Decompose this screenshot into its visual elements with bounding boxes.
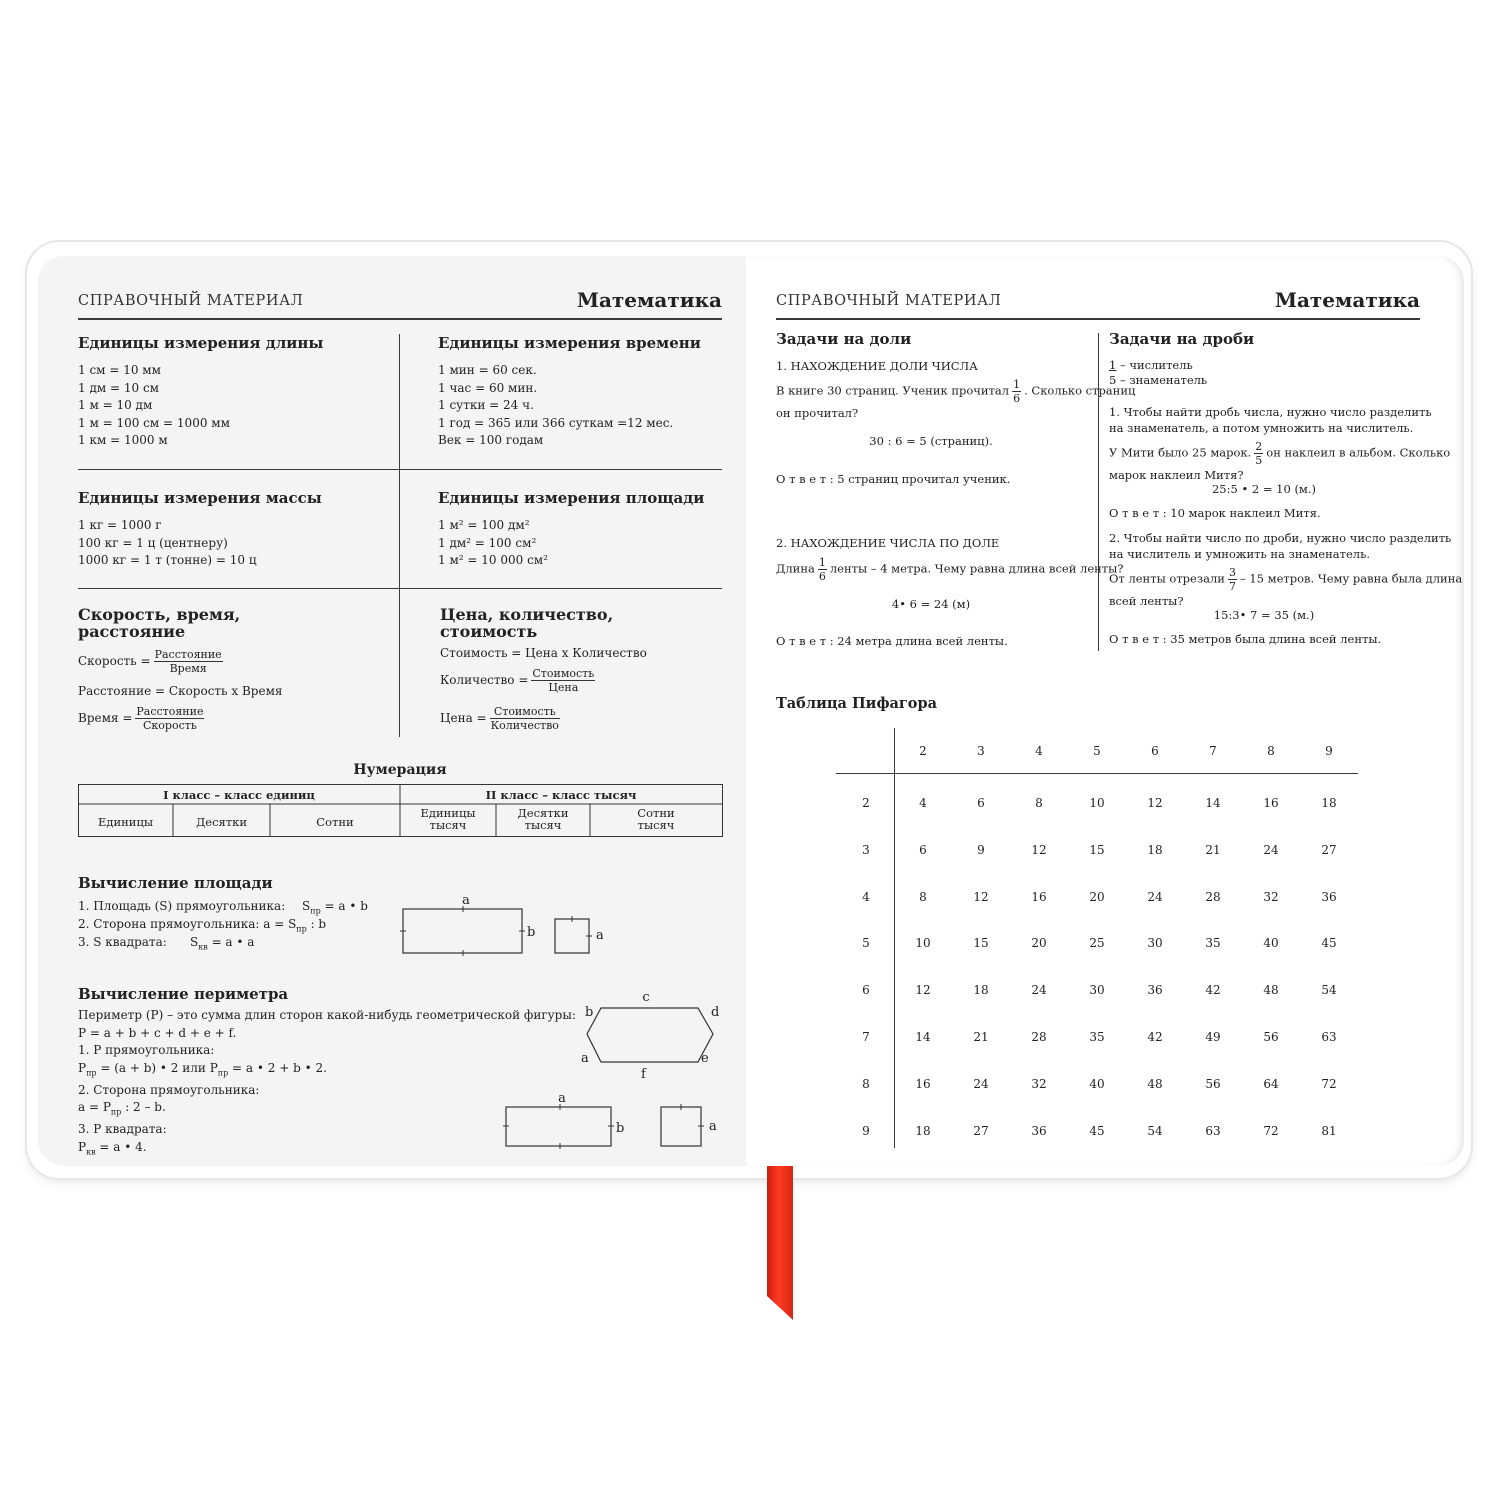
fractions-problem-2: От ленты отрезали $\frac{3}{7}$ – 15 метров. Чему равна была длина всей ленты? <box>1109 566 1463 608</box>
shares-problem-2: Длина $\frac{1}{6}$ ленты – 4 метра. Чему равна длина всей ленты? <box>776 556 1124 583</box>
pythagoras-cell: 64 <box>1263 1076 1279 1091</box>
pythagoras-cell: 24 <box>1031 983 1047 998</box>
pythagoras-cell: 12 <box>1147 796 1163 810</box>
numeration-tens: Десятки <box>195 815 248 829</box>
shares-answer-1: О т в е т : 5 страниц прочитал ученик. <box>776 472 1011 486</box>
pythagoras-cell: 28 <box>1205 889 1221 904</box>
fractions-calc-1: 25:5 • 2 = 10 (м.) <box>1211 482 1317 496</box>
price-formula-3: Цена = $\frac{\text{Стоимость}}{\text{Количество}}$ <box>440 705 559 732</box>
pythagoras-col-header: 9 <box>1325 744 1333 758</box>
right-page <box>746 256 1464 1166</box>
area-label-b: b <box>527 925 536 940</box>
fractions-calc-2: 15:3• 7 = 35 (м.) <box>1213 608 1315 622</box>
area-label-square-a: a <box>596 928 604 943</box>
pythagoras-col-header: 4 <box>1035 744 1043 758</box>
pythagoras-col-header: 2 <box>919 744 927 758</box>
pythagoras-cell: 54 <box>1321 983 1337 998</box>
svg-text:c: c <box>642 990 650 1005</box>
pythagoras-cell: 12 <box>973 889 989 904</box>
speed-formula-1: Скорость = $\frac{\text{Расстояние}}{\text{Время}}$ <box>78 648 222 675</box>
pythagoras-cell: 45 <box>1089 1123 1105 1138</box>
fractions-heading: Задачи на дроби <box>1109 330 1255 348</box>
svg-text:a: a <box>581 1051 589 1066</box>
pythagoras-cell: 10 <box>915 936 931 951</box>
mass-lines: 1 кг = 1000 г 100 кг = 1 ц (центнеру) 1000 кг = 1 т (тонне) = 10 ц <box>78 518 257 568</box>
pythagoras-row-header: 6 <box>862 983 870 998</box>
time-lines: 1 мин = 60 сек. 1 час = 60 мин. 1 сутки = 24 ч. 1 год = 365 или 366 суткам =12 мес. Век = 100 годам <box>438 363 674 448</box>
svg-text:e: e <box>701 1051 709 1066</box>
grid-rule-1 <box>78 469 722 470</box>
area-calc-line-3: 3. S квадрата: <box>78 935 167 949</box>
pythagoras-cell: 6 <box>977 796 985 810</box>
pythagoras-row-header: 8 <box>862 1076 870 1091</box>
price-formula-2: Количество = $\frac{\text{Стоимость}}{\text{Цена}}$ <box>440 667 595 694</box>
pythagoras-col-header: 5 <box>1093 744 1101 758</box>
pythagoras-cell: 40 <box>1089 1076 1105 1091</box>
bookmark-ribbon <box>767 1160 793 1320</box>
perimeter-figures <box>498 1089 723 1151</box>
pythagoras-cell: 20 <box>1031 936 1047 951</box>
pythagoras-col-header: 7 <box>1209 744 1217 758</box>
pythagoras-cell: 25 <box>1089 936 1105 951</box>
pythagoras-cell: 12 <box>1031 842 1047 857</box>
pythagoras-cell: 56 <box>1205 1076 1221 1091</box>
shares-answer-2: О т в е т : 24 метра длина всей ленты. <box>776 634 1008 648</box>
perimeter-hexagon <box>573 984 728 1084</box>
page-title: Математика <box>576 288 722 312</box>
length-lines: 1 см = 10 мм 1 дм = 10 см 1 м = 10 дм 1 м = 100 см = 1000 мм 1 км = 1000 м <box>78 363 230 448</box>
area-rectangle <box>403 909 522 953</box>
svg-text:d: d <box>711 1005 720 1020</box>
shares-subheading-2: 2. НАХОЖДЕНИЕ ЧИСЛА ПО ДОЛЕ <box>776 536 1000 550</box>
pythagoras-cell: 21 <box>1205 842 1221 857</box>
pythagoras-row-header: 2 <box>862 796 870 810</box>
numeration-thousand-units: Единицы тысяч <box>420 806 476 832</box>
pythagoras-cell: 24 <box>973 1076 989 1091</box>
pythagoras-cell: 6 <box>919 842 927 857</box>
pythagoras-cell: 15 <box>973 936 989 951</box>
pythagoras-cell: 15 <box>1089 842 1105 857</box>
pythagoras-cell: 42 <box>1205 983 1221 998</box>
area-calc-heading: Вычисление площади <box>78 874 273 892</box>
pythagoras-cell: 18 <box>1147 842 1163 857</box>
shares-problem-1: В книге 30 страниц. Ученик прочитал $\frac{1}{6}$ . Сколько страниц он прочитал? <box>776 378 1136 420</box>
area-units-heading: Единицы измерения площади <box>438 489 705 507</box>
pythagoras-cell: 16 <box>1263 796 1279 810</box>
page-title-right: Математика <box>1274 288 1420 312</box>
pythagoras-horizontal-line <box>836 773 1358 774</box>
shares-heading: Задачи на доли <box>776 330 912 348</box>
pythagoras-cell: 9 <box>977 842 985 857</box>
pythagoras-cell: 18 <box>915 1123 931 1138</box>
svg-text:b: b <box>616 1121 625 1136</box>
pythagoras-cell: 4 <box>919 796 927 810</box>
pythagoras-cell: 32 <box>1263 889 1279 904</box>
pythagoras-cell: 48 <box>1147 1076 1163 1091</box>
area-units-lines: 1 м² = 100 дм² 1 дм² = 100 см² 1 м² = 10 000 см² <box>438 518 548 568</box>
pythagoras-cell: 18 <box>973 983 989 998</box>
pythagoras-row-header: 4 <box>862 889 870 904</box>
shares-calc-2: 4• 6 = 24 (м) <box>891 597 971 611</box>
pythagoras-cell: 32 <box>1031 1076 1047 1091</box>
fractions-answer-2: О т в е т : 35 метров была длина всей ленты. <box>1109 632 1382 646</box>
numeration-heading: Нумерация <box>353 762 447 778</box>
pythagoras-cell: 36 <box>1147 983 1163 998</box>
pythagoras-cell: 24 <box>1263 842 1279 857</box>
perimeter-lines: Периметр (Р) – это сумма длин сторон какой-нибудь геометрической фигуры: P = a + b + c + d + e + f. 1. P прямоугольника: $P_{пр} = (a + b)$ • 2 или $P_{пр} = a$ • 2 + b • 2. 2. Сторона прямоугольника: $a = P_{пр}$ : 2 – b. 3. P квадрата: $P_{кв} = a$ • 4. <box>78 1008 576 1157</box>
pythagoras-col-header: 6 <box>1151 744 1159 758</box>
fractions-problem-1: У Мити было 25 марок. $\frac{2}{5}$ он наклеил в альбом. Сколько марок наклеил Митя? <box>1109 440 1451 482</box>
pythagoras-vertical-line <box>894 728 895 1148</box>
header-label-right: СПРАВОЧНЫЙ МАТЕРИАЛ <box>776 293 1002 309</box>
perimeter-heading: Вычисление периметра <box>78 985 289 1003</box>
pythagoras-cell: 27 <box>1321 842 1337 857</box>
grid-rule-2 <box>78 588 722 589</box>
pythagoras-cell: 21 <box>973 1030 989 1044</box>
numeration-thousand-hundreds: Сотни тысяч <box>637 806 675 832</box>
svg-text:b: b <box>585 1005 594 1020</box>
numeration-hundreds: Сотни <box>316 815 354 829</box>
pythagoras-cell: 72 <box>1321 1076 1337 1091</box>
pythagoras-cell: 72 <box>1263 1123 1279 1138</box>
pythagoras-cell: 35 <box>1089 1030 1105 1044</box>
length-heading: Единицы измерения длины <box>78 334 324 352</box>
fractions-rule-2: 2. Чтобы найти число по дроби, нужно число разделить на числитель и умножить на знаменатель. <box>1109 531 1452 561</box>
pythagoras-cell: 24 <box>1147 889 1163 904</box>
pythagoras-cell: 8 <box>1035 796 1043 810</box>
pythagoras-cell: 20 <box>1089 889 1105 904</box>
time-heading: Единицы измерения времени <box>438 334 701 352</box>
area-figures <box>393 888 653 960</box>
header-rule <box>78 318 722 320</box>
area-calc-formula-3: $S_{кв} = a$ • a <box>190 935 255 952</box>
pythagoras-cell: 56 <box>1263 1030 1279 1044</box>
area-calc-line-2: 2. Сторона прямоугольника: $a = S_{пр}$ : b <box>78 917 327 934</box>
pythagoras-cell: 63 <box>1205 1123 1221 1138</box>
pythagoras-row-header: 9 <box>862 1123 870 1138</box>
svg-text:a: a <box>558 1091 566 1106</box>
speed-formula-2: Расстояние = Скорость х Время <box>78 684 283 698</box>
pythagoras-row-header: 3 <box>862 842 870 857</box>
area-calc-line-1: 1. Площадь (S) прямоугольника: <box>78 899 286 913</box>
fractions-rule-1: 1. Чтобы найти дробь числа, нужно число разделить на знаменатель, а потом умножить на числитель. <box>1109 405 1432 435</box>
pythagoras-cell: 30 <box>1147 936 1163 951</box>
pythagoras-cell: 12 <box>915 983 931 998</box>
pythagoras-cell: 14 <box>1205 796 1221 810</box>
fractions-answer-1: О т в е т : 10 марок наклеил Митя. <box>1109 506 1321 520</box>
pythagoras-cell: 28 <box>1031 1030 1047 1044</box>
pythagoras-cell: 10 <box>1089 796 1105 810</box>
pythagoras-cell: 81 <box>1321 1123 1337 1138</box>
price-heading: Цена, количество, стоимость <box>440 605 614 641</box>
shares-calc-1: 30 : 6 = 5 (страниц). <box>869 434 993 448</box>
numeration-class-1: I класс – класс единиц <box>163 788 315 802</box>
pythagoras-row-header: 5 <box>862 936 870 951</box>
pythagoras-cell: 36 <box>1031 1123 1047 1138</box>
grid-divider <box>399 334 400 737</box>
pythagoras-cell: 27 <box>973 1123 989 1138</box>
pythagoras-cell: 36 <box>1321 889 1337 904</box>
header-label: СПРАВОЧНЫЙ МАТЕРИАЛ <box>78 293 304 309</box>
pythagoras-cell: 14 <box>915 1030 931 1044</box>
numeration-thousand-tens: Десятки тысяч <box>517 806 569 832</box>
pythagoras-row-header: 7 <box>862 1030 870 1044</box>
pythagoras-cell: 40 <box>1263 936 1279 951</box>
speed-formula-3: Время = $\frac{\text{Расстояние}}{\text{Скорость}}$ <box>78 705 204 732</box>
svg-text:a: a <box>709 1119 717 1134</box>
pythagoras-col-header: 3 <box>977 744 985 758</box>
area-square <box>555 919 589 953</box>
pythagoras-cell: 18 <box>1321 796 1337 810</box>
pythagoras-cell: 8 <box>919 889 927 904</box>
pythagoras-cell: 49 <box>1205 1030 1221 1044</box>
mass-heading: Единицы измерения массы <box>78 489 322 507</box>
price-formula-1: Стоимость = Цена х Количество <box>440 646 647 660</box>
pythagoras-cell: 16 <box>1031 889 1047 904</box>
pythagoras-col-header: 8 <box>1267 744 1275 758</box>
pythagoras-cell: 45 <box>1321 936 1337 951</box>
svg-text:f: f <box>641 1067 646 1082</box>
left-page <box>38 256 746 1166</box>
fractions-definition: 1 – числитель 5 – знаменатель <box>1109 358 1208 387</box>
pythagoras-cell: 48 <box>1263 983 1279 998</box>
header-rule-right <box>776 318 1420 320</box>
pythagoras-heading: Таблица Пифагора <box>776 695 938 712</box>
pythagoras-cell: 30 <box>1089 983 1105 998</box>
numeration-units: Единицы <box>97 815 154 829</box>
speed-heading: Скорость, время, расстояние <box>78 605 241 641</box>
pythagoras-cell: 54 <box>1147 1123 1163 1138</box>
area-label-a: a <box>462 893 470 908</box>
pythagoras-cell: 42 <box>1147 1030 1163 1044</box>
pythagoras-cell: 35 <box>1205 936 1221 951</box>
shares-subheading-1: 1. НАХОЖДЕНИЕ ДОЛИ ЧИСЛА <box>776 359 978 373</box>
numeration-class-2: II класс – класс тысяч <box>485 788 637 802</box>
pythagoras-cell: 63 <box>1321 1030 1337 1044</box>
pythagoras-cell: 16 <box>915 1076 931 1091</box>
area-calc-formula-1: $S_{пр} = a$ • b <box>302 899 368 916</box>
